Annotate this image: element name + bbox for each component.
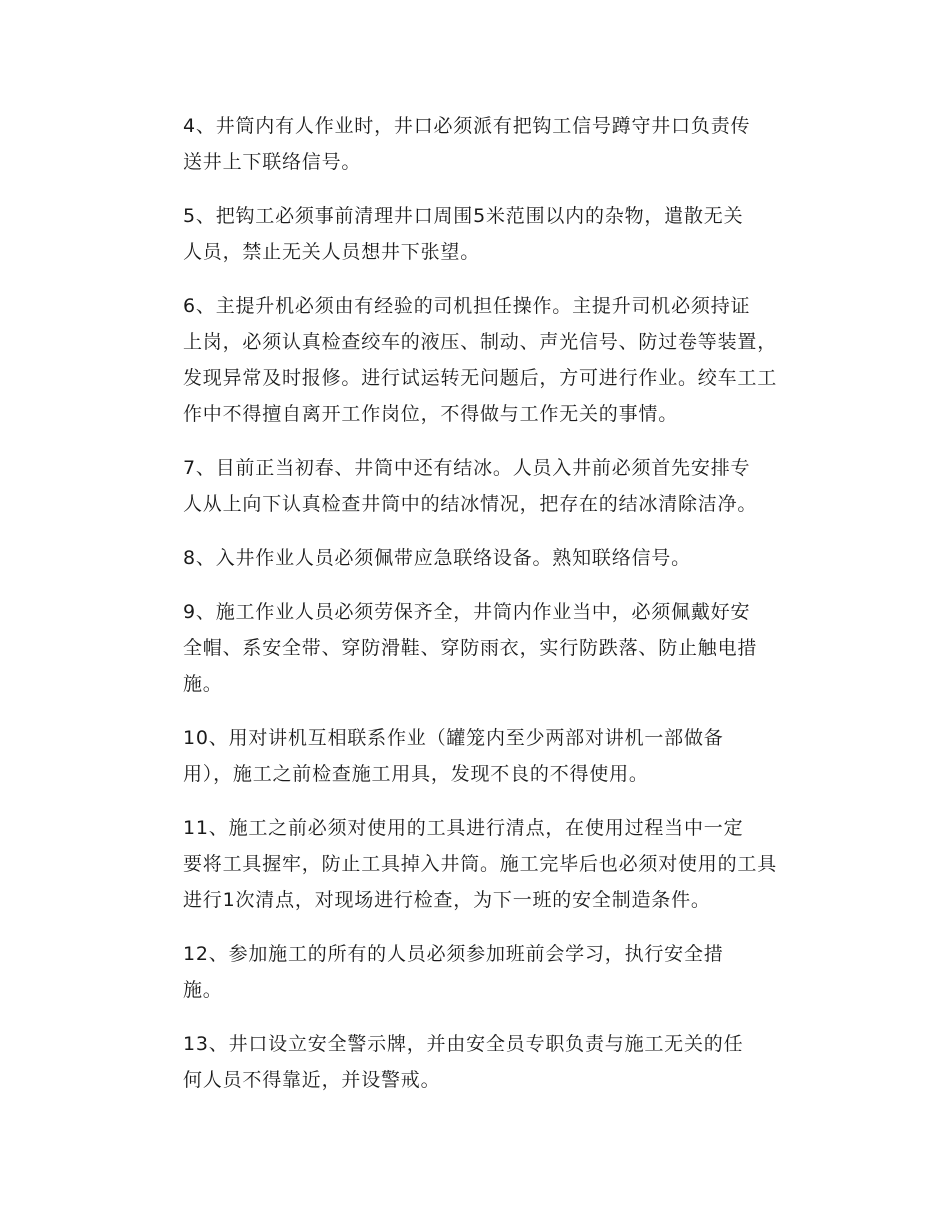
- paragraph-item-9: [143, 594, 808, 702]
- paragraph-item-13: [143, 1026, 808, 1098]
- paragraph-line: 作中不得擅自离开工作岗位，不得做与工作无关的事情。: [183, 403, 679, 425]
- paragraph-item-5: [143, 198, 808, 270]
- paragraph-item-7: [143, 450, 808, 522]
- paragraph-line: 11、施工之前必须对使用的工具进行清点，在使用过程当中一定: [183, 817, 744, 839]
- paragraph-item-10: [143, 720, 808, 792]
- paragraph-line: 8、入井作业人员必须佩带应急联络设备。熟知联络信号。: [183, 547, 691, 569]
- paragraph-item-4: [143, 108, 808, 180]
- paragraph-line: 用），施工之前检查施工用具，发现不良的不得使用。: [183, 763, 649, 785]
- paragraph-line: 6、主提升机必须由有经验的司机担任操作。主提升司机必须持证: [183, 295, 751, 317]
- paragraph-line: 施。: [183, 673, 223, 695]
- paragraph-line: 13、井口设立安全警示牌，并由安全员专职负责与施工无关的任: [183, 1033, 744, 1055]
- paragraph-item-6: [143, 288, 808, 432]
- paragraph-line: 12、参加施工的所有的人员必须参加班前会学习，执行安全措: [183, 943, 724, 965]
- paragraph-line: 7、目前正当初春、井筒中还有结冰。人员入井前必须首先安排专: [183, 457, 751, 479]
- paragraph-line: 上岗，必须认真检查绞车的液压、制动、声光信号、防过卷等装置，: [183, 331, 778, 353]
- paragraph-line: 9、施工作业人员必须劳保齐全，井筒内作业当中，必须佩戴好安: [183, 601, 751, 623]
- paragraph-line: 人员，禁止无关人员想井下张望。: [183, 241, 481, 263]
- document-body: [143, 108, 808, 1116]
- paragraph-line: 人从上向下认真检查井筒中的结冰情况，把存在的结冰清除洁净。: [183, 493, 758, 515]
- paragraph-line: 4、井筒内有人作业时，井口必须派有把钩工信号蹲守井口负责传: [183, 115, 751, 137]
- paragraph-item-11: [143, 810, 808, 918]
- paragraph-line: 发现异常及时报修。进行试运转无问题后，方可进行作业。绞车工工: [183, 367, 778, 389]
- paragraph-line: 5、把钩工必须事前清理井口周围5米范围以内的杂物，遣散无关: [183, 205, 744, 227]
- paragraph-line: 何人员不得靠近，并设警戒。: [183, 1069, 441, 1091]
- paragraph-item-12: [143, 936, 808, 1008]
- paragraph-line: 全帽、系安全带、穿防滑鞋、穿防雨衣，实行防跌落、防止触电措: [183, 637, 758, 659]
- paragraph-line: 进行1次清点，对现场进行检查，为下一班的安全制造条件。: [183, 889, 711, 911]
- paragraph-line: 要将工具握牢，防止工具掉入井筒。施工完毕后也必须对使用的工具: [183, 853, 778, 875]
- paragraph-item-8: [143, 540, 808, 576]
- paragraph-line: 送井上下联络信号。: [183, 151, 362, 173]
- paragraph-line: 施。: [183, 979, 223, 1001]
- paragraph-line: 10、用对讲机互相联系作业（罐笼内至少两部对讲机一部做备: [183, 727, 724, 749]
